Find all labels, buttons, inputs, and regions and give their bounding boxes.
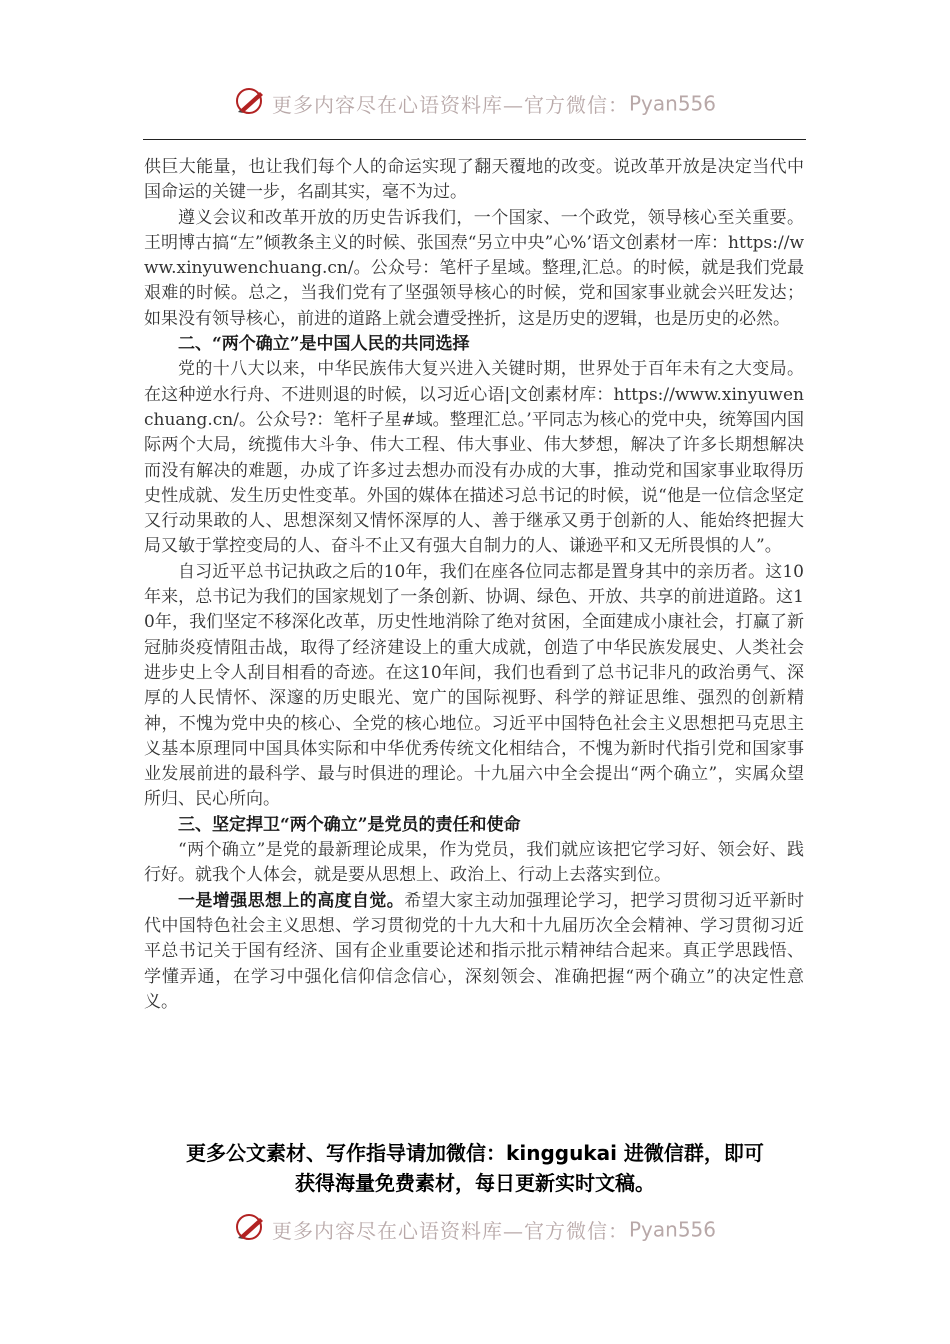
paragraph: 供巨大能量，也让我们每个人的命运实现了翻天覆地的改变。说改革开放是决定当代中国命运的关键一步，名副其实，毫不为过。 (144, 157, 804, 203)
paragraph: 自习近平总书记执政之后的10年，我们在座各位同志都是置身其中的亲历者。这10年来，总书记为我们的国家规划了一条创新、协调、绿色、开放、共享的前进道路。这10年，我们坚定不移深化改革，历史性地消除了绝对贫困，全面建成小康社会，打赢了新冠肺炎疫情阻击战，取得了经济建设上的重大成就，创造了中华民族发展史、人类社会进步史上令人刮目相看的奇迹。在这10年间，我们也看到了总书记非凡的政治勇气、深厚的人民情怀、深邃的历史眼光、宽广的国际视野、科学的辩证思维、强烈的创新精神，不愧为党中央的核心、全党的核心地位。习近平中国特色社会主义思想把马克思主义基本原理同中国具体实际和中华优秀传统文化相结合，不愧为新时代指引党和国家事业发展前进的最科学、最与时俱进的理论。十九届六中全会提出“两个确立”，实属众望所归、民心所向。 (144, 561, 804, 810)
document-body (144, 155, 804, 1015)
section-heading: 二、“两个确立”是中国人民的共同选择 (178, 334, 470, 355)
footer-line: 更多公文素材、写作指导请加微信：kinggukai 进微信群，即可 (186, 1141, 764, 1165)
paragraph: 党的十八大以来，中华民族伟大复兴进入关键时期，世界处于百年未有之大变局。在这种逆水行舟、不进则退的时候，以习近心语|文创素材库：https://www.xinyuwenchuang.cn/。公众号?：笔杆子星#域。整理汇总。’平同志为核心的党中央，统筹国内国际两个大局，统揽伟大斗争、伟大工程、伟大事业、伟大梦想，解决了许多长期想解决而没有解决的难题，办成了许多过去想办而没有办成的大事，推动党和国家事业取得历史性成就、发生历史性变革。外国的媒体在描述习总书记的时候，说“他是一位信念坚定又行动果敢的人、思想深刻又情怀深厚的人、善于继承又勇于创新的人、能始终把握大局又敏于掌控变局的人、奋斗不止又有强大自制力的人、谦逊平和又无所畏惧的人”。 (144, 359, 804, 557)
watermark-wechat-id: Pyan556 (628, 91, 716, 116)
header-divider (143, 139, 806, 140)
pen-logo-icon (234, 86, 268, 121)
bold-lead: 一是增强思想上的高度自觉。 (178, 890, 405, 911)
footer-watermark (0, 1212, 950, 1247)
watermark-text: 更多内容尽在心语资料库—官方微信： (271, 1219, 629, 1243)
watermark-wechat-id: Pyan556 (628, 1217, 716, 1242)
paragraph: “两个确立”是党的最新理论成果，作为党员，我们就应该把它学习好、领会好、践行好。就我个人体会，就是要从思想上、政治上、行动上去落实到位。 (144, 840, 804, 886)
watermark-text: 更多内容尽在心语资料库—官方微信： (271, 93, 629, 117)
footer-line: 获得海量免费素材，每日更新实时文稿。 (295, 1171, 655, 1195)
section-heading: 三、坚定捍卫“两个确立”是党员的责任和使命 (178, 814, 521, 835)
paragraph-text: 希望大家主动加强理论学习，把学习贯彻习近平新时代中国特色社会主义思想、学习贯彻党的十九大和十九届历次全会精神、学习贯彻习近平总书记关于国有经济、国有企业重要论述和指示批示精神结合起来。真正学思践悟、学懂弄通，在学习中强化信仰信念信心，深刻领会、准确把握“两个确立”的决定性意义。 (144, 890, 805, 1012)
pen-logo-icon (234, 1212, 268, 1247)
paragraph: 遵义会议和改革开放的历史告诉我们，一个国家、一个政党，领导核心至关重要。王明博古搞“左”倾教条主义的时候、张国焘“另立中央”心%’语文创素材一库：https://www.xinyuwenchuang.cn/。公众号：笔杆子星域。整理,汇总。的时候，就是我们党最艰难的时候。总之，当我们党有了坚强领导核心的时候，党和国家事业就会兴旺发达；如果没有领导核心，前进的道路上就会遭受挫折，这是历史的逻辑，也是历史的必然。 (144, 207, 804, 329)
header-watermark (0, 86, 950, 121)
paragraph (144, 889, 804, 1015)
footer-promo (130, 1138, 820, 1198)
